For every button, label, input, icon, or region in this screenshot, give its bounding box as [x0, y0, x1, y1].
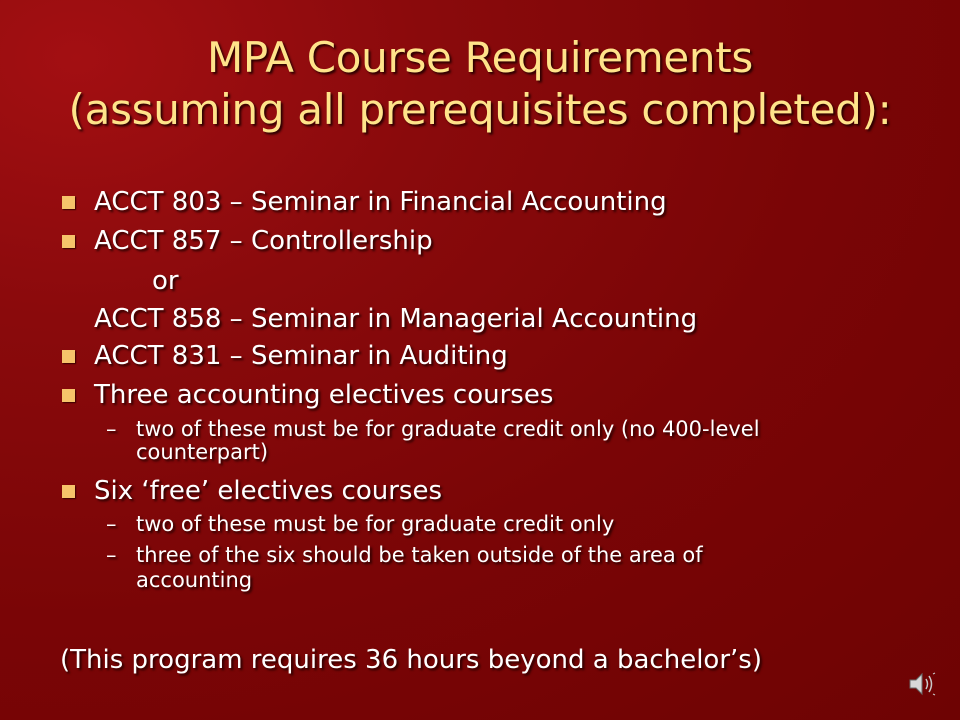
square-bullet-icon — [62, 389, 75, 402]
list-item-or: or — [152, 266, 179, 296]
square-bullet-icon — [62, 196, 75, 209]
list-item: ACCT 858 – Seminar in Managerial Accounting — [94, 304, 698, 334]
list-item: Three accounting electives courses — [94, 380, 554, 410]
list-item: ACCT 831 – Seminar in Auditing — [94, 341, 508, 371]
sub-list-item: two of these must be for graduate credit only (no 400-level — [136, 417, 760, 441]
dash-bullet: – — [106, 512, 117, 536]
sub-list-item: two of these must be for graduate credit only — [136, 512, 615, 536]
square-bullet-icon — [62, 485, 75, 498]
list-item: ACCT 803 – Seminar in Financial Accounting — [94, 187, 667, 217]
speaker-icon[interactable] — [907, 670, 937, 698]
program-hours-note: (This program requires 36 hours beyond a bachelor’s) — [60, 645, 762, 675]
title-line-1: MPA Course Requirements — [206, 33, 754, 82]
sub-list-item: three of the six should be taken outside of the area of — [136, 543, 703, 567]
list-item: ACCT 857 – Controllership — [94, 226, 433, 256]
title-line-2: (assuming all prerequisites completed): — [68, 85, 892, 134]
list-item: Six ‘free’ electives courses — [94, 476, 443, 506]
sub-list-item-continued: accounting — [136, 568, 253, 592]
square-bullet-icon — [62, 235, 75, 248]
square-bullet-icon — [62, 350, 75, 363]
dash-bullet: – — [106, 543, 117, 567]
dash-bullet: – — [106, 417, 117, 441]
sub-list-item-continued: counterpart) — [136, 440, 269, 464]
